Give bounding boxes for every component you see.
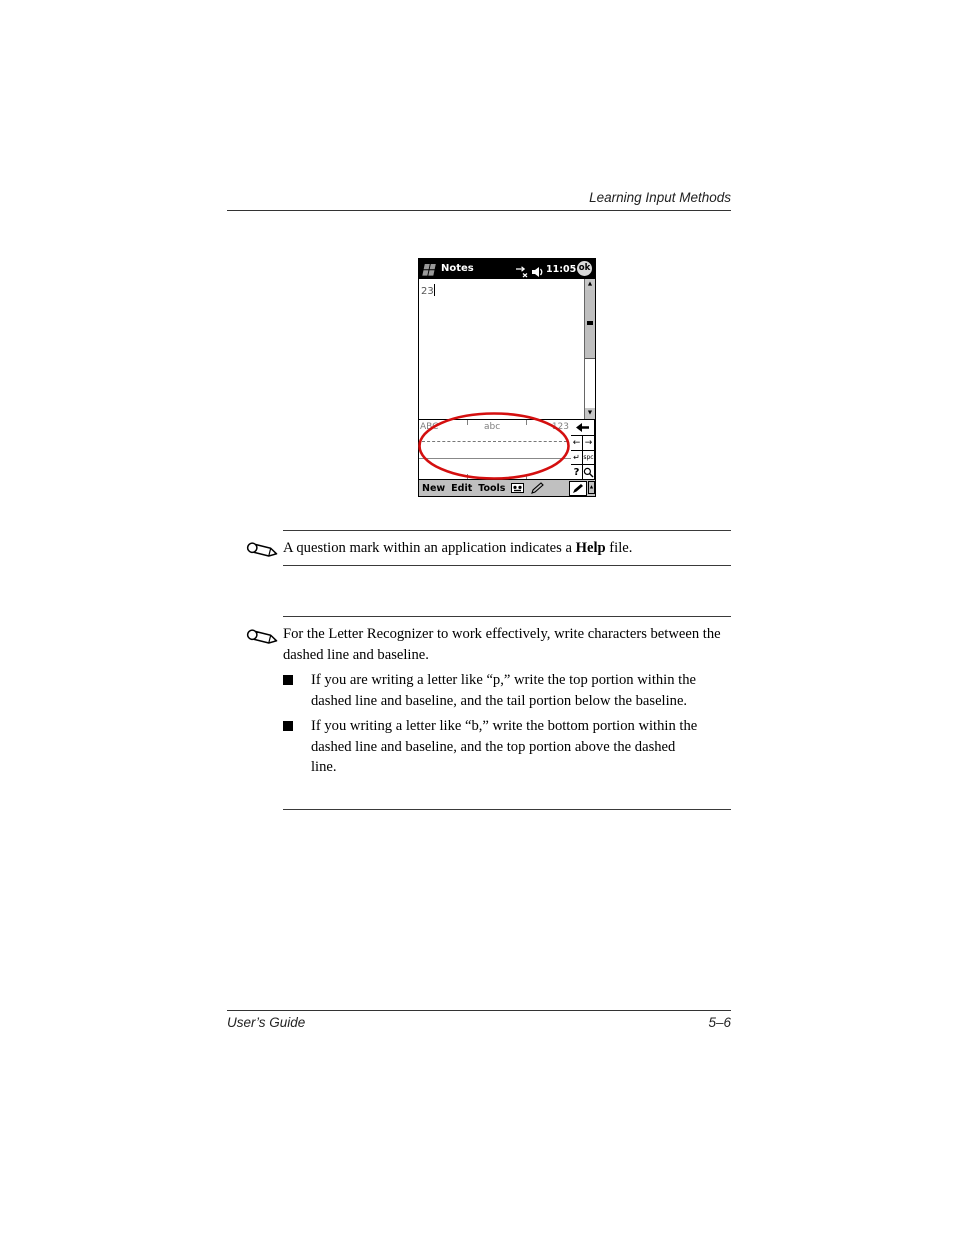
- note-help-text: [283, 538, 731, 559]
- note-pencil-icon: [245, 537, 279, 572]
- scroll-up-button[interactable]: ▲: [585, 279, 595, 290]
- note-rule: [283, 616, 731, 617]
- cursor-left-key[interactable]: ←: [572, 438, 581, 448]
- pda-menubar: [419, 479, 595, 496]
- scroll-down-button[interactable]: ▼: [585, 408, 595, 419]
- red-circle-annotation: [417, 411, 573, 481]
- ok-button[interactable]: ok: [577, 261, 592, 276]
- thumb-grip-icon: [587, 321, 593, 325]
- typed-text: 23: [421, 286, 434, 297]
- note-help-text-before: A question mark within an application indicates a: [283, 540, 576, 556]
- recognizer-key-panel: [571, 419, 595, 479]
- note-pencil-icon: [245, 624, 279, 659]
- pen-mode-icon[interactable]: [530, 482, 544, 494]
- recognizer-numbers-label[interactable]: 123: [551, 422, 569, 432]
- footer-page-number: 5–6: [708, 1015, 731, 1030]
- recognizer-bullet-list: [283, 670, 719, 783]
- note-recognizer-intro: For the Letter Recognizer to work effectively, write characters between the dashed line and baseline.: [283, 626, 721, 663]
- note-help-text-after: file.: [605, 540, 633, 556]
- pda-titlebar: [419, 259, 595, 279]
- recognizer-lowercase-label[interactable]: abc: [484, 422, 501, 432]
- square-bullet-icon: [283, 675, 293, 685]
- square-bullet-icon: [283, 721, 293, 731]
- input-panel-button[interactable]: [569, 481, 587, 496]
- backspace-key[interactable]: [571, 420, 594, 435]
- list-item: [283, 716, 719, 778]
- bullet-text: If you are writing a letter like “p,” write the top portion within the dashed line and baseline, and the tail portion below the baseline.: [311, 672, 696, 709]
- clock-text[interactable]: 11:05: [546, 264, 577, 275]
- note-rule: [283, 530, 731, 531]
- note-help-bold-word: Help: [575, 540, 606, 556]
- input-selector-button[interactable]: ▲: [588, 481, 595, 494]
- recording-toolbar-icon[interactable]: [511, 483, 524, 493]
- enter-key[interactable]: ↵: [571, 451, 582, 464]
- footer-doc-title: User’s Guide: [227, 1015, 306, 1030]
- cursor-right-key[interactable]: →: [584, 438, 593, 448]
- help-key[interactable]: ?: [571, 465, 582, 479]
- note-rule: [283, 565, 731, 566]
- note-rule: [283, 809, 731, 810]
- header-rule: [227, 210, 731, 211]
- bullet-text: If you writing a letter like “b,” write the bottom portion within the dashed line and baseline, and the top portion above the dashed line.: [311, 718, 698, 775]
- pda-screenshot: [418, 258, 596, 497]
- magnifier-key[interactable]: [583, 465, 594, 479]
- menu-new[interactable]: New: [422, 482, 446, 494]
- footer-rule: [227, 1010, 731, 1011]
- scroll-thumb[interactable]: [585, 290, 595, 359]
- running-header-title: Learning Input Methods: [589, 190, 731, 205]
- windows-start-icon[interactable]: [421, 262, 436, 276]
- note-editor-area[interactable]: [419, 279, 584, 419]
- text-cursor: [434, 284, 435, 296]
- list-item: [283, 670, 719, 711]
- menu-tools[interactable]: Tools: [478, 482, 506, 494]
- menu-edit[interactable]: Edit: [451, 482, 473, 494]
- recognizer-uppercase-label[interactable]: ABC: [420, 422, 439, 432]
- space-key[interactable]: spc: [583, 451, 594, 464]
- pda-app-title: Notes: [441, 263, 474, 274]
- scrollbar[interactable]: [584, 279, 595, 419]
